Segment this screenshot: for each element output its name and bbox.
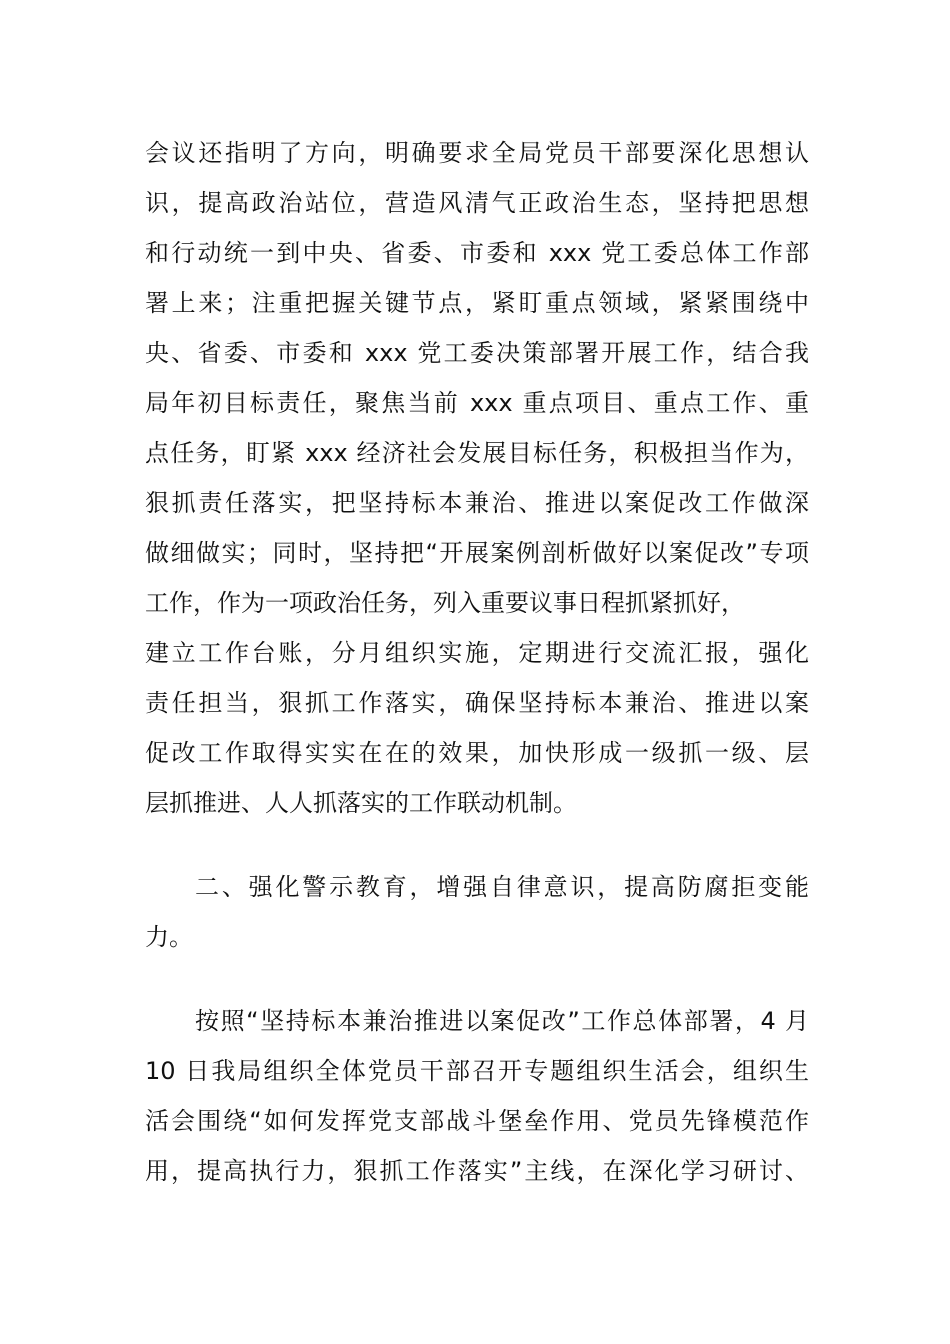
- text-line: 活会围绕“如何发挥党支部战斗堡垒作用、党员先锋模范作: [145, 1107, 809, 1135]
- paragraph-spacer: [145, 828, 809, 862]
- text-line: 局年初目标责任，聚焦当前 xxx 重点项目、重点工作、重: [145, 389, 809, 417]
- text-line: 按照“坚持标本兼治推进以案促改”工作总体部署，4 月: [195, 1007, 809, 1035]
- text-line: 层抓推进、人人抓落实的工作联动机制。: [145, 789, 577, 817]
- text-line: 建立工作台账，分月组织实施，定期进行交流汇报，强化: [145, 639, 809, 667]
- text-line: 会议还指明了方向，明确要求全局党员干部要深化思想认: [145, 139, 809, 167]
- paragraph-direction: [145, 128, 809, 828]
- section-heading-2: [145, 862, 809, 962]
- heading-line: 力。: [145, 923, 193, 951]
- paragraph-spacer: [145, 962, 809, 996]
- paragraph-meeting: [145, 996, 809, 1196]
- document-body: [145, 128, 809, 1196]
- text-line: 署上来；注重把握关键节点，紧盯重点领域，紧紧围绕中: [145, 289, 809, 317]
- heading-line: 二、强化警示教育，增强自律意识，提高防腐拒变能: [195, 873, 809, 901]
- text-line: 用，提高执行力，狠抓工作落实”主线，在深化学习研讨、: [145, 1157, 809, 1185]
- text-line: 促改工作取得实实在在的效果，加快形成一级抓一级、层: [145, 739, 809, 767]
- text-line: 工作，作为一项政治任务，列入重要议事日程抓紧抓好，: [145, 589, 745, 617]
- text-line: 责任担当，狠抓工作落实，确保坚持标本兼治、推进以案: [145, 689, 809, 717]
- text-line: 点任务，盯紧 xxx 经济社会发展目标任务，积极担当作为，: [145, 439, 809, 467]
- text-line: 狠抓责任落实，把坚持标本兼治、推进以案促改工作做深: [145, 489, 809, 517]
- text-line: 10 日我局组织全体党员干部召开专题组织生活会，组织生: [145, 1057, 809, 1085]
- text-line: 做细做实；同时，坚持把“开展案例剖析做好以案促改”专项: [145, 539, 809, 567]
- text-line: 和行动统一到中央、省委、市委和 xxx 党工委总体工作部: [145, 239, 809, 267]
- text-line: 识，提高政治站位，营造风清气正政治生态，坚持把思想: [145, 189, 809, 217]
- text-line: 央、省委、市委和 xxx 党工委决策部署开展工作，结合我: [145, 339, 809, 367]
